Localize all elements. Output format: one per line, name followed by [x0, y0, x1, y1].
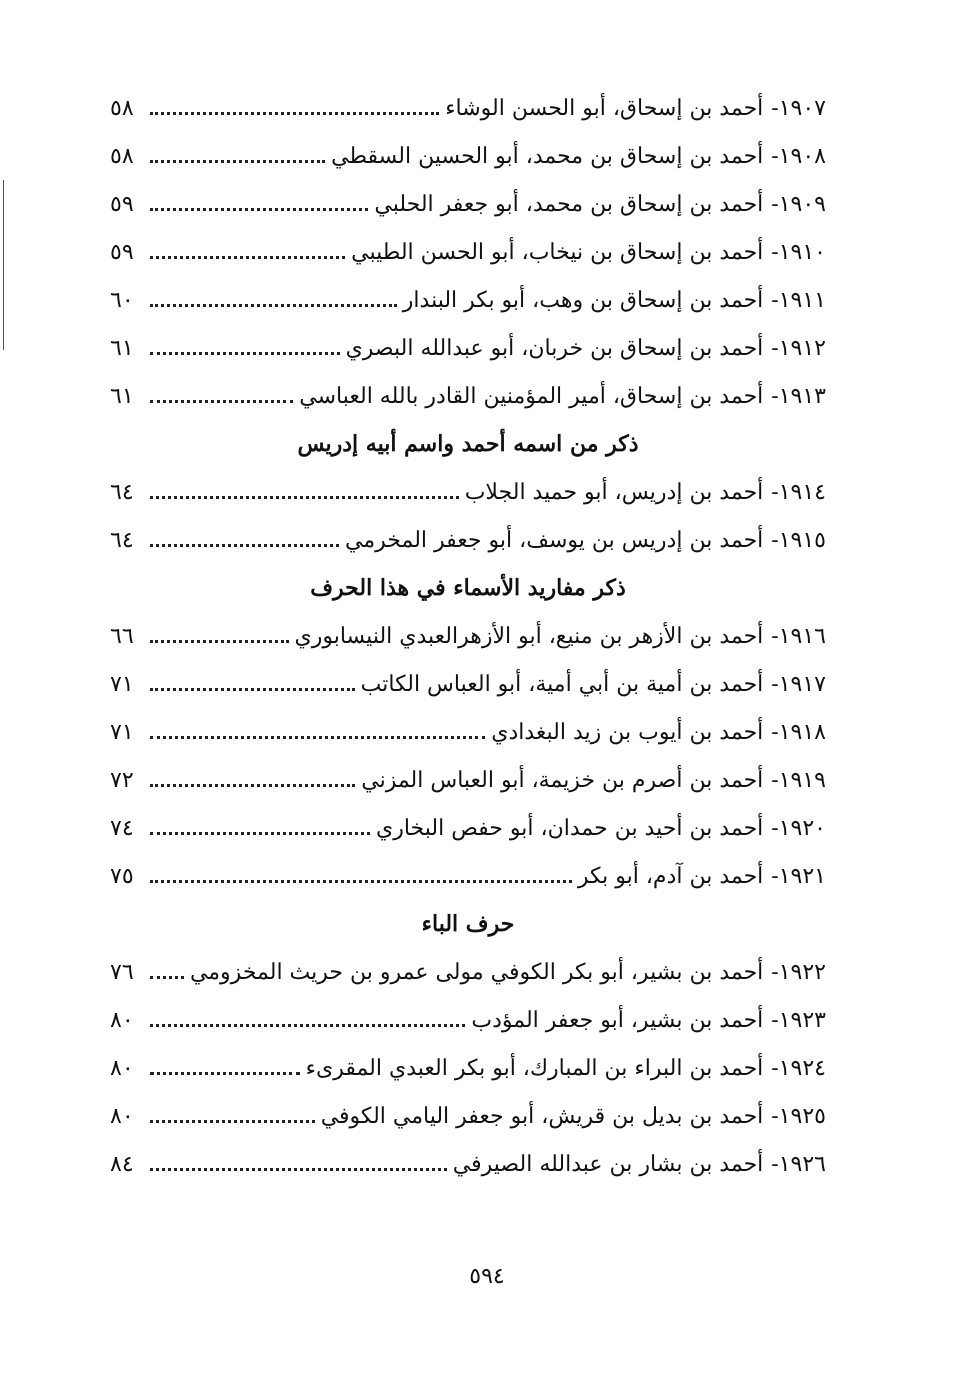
entry-page: ٧٤ — [110, 815, 134, 841]
index-entry — [110, 1140, 826, 1188]
entry-page: ٨٤ — [110, 1151, 134, 1177]
entry-page: ٥٨ — [110, 143, 134, 169]
entry-page: ٦٤ — [110, 527, 134, 553]
scan-edge-mark — [3, 180, 4, 350]
leader-dots — [150, 864, 572, 888]
entry-number: ١٩٢٠- — [771, 815, 826, 841]
entry-number: ١٩٠٩- — [771, 191, 826, 217]
section-heading: ذكر من اسمه أحمد واسم أبيه إدريس — [297, 431, 639, 457]
leader-dots — [150, 672, 355, 696]
entry-number: ١٩٢١- — [771, 863, 826, 889]
entry-page: ٨٠ — [110, 1007, 134, 1033]
index-entry — [110, 228, 826, 276]
entry-page: ٥٩ — [110, 191, 134, 217]
leader-dots — [150, 288, 397, 312]
entry-number: ١٩١٩- — [771, 767, 826, 793]
index-entry — [110, 84, 826, 132]
entry-number: ١٩٢٤- — [771, 1055, 826, 1081]
leader-dots — [150, 384, 293, 408]
entry-page: ٦١ — [110, 383, 134, 409]
leader-dots — [150, 96, 439, 120]
leader-dots — [150, 960, 184, 984]
leader-dots — [150, 480, 459, 504]
index-entry — [110, 516, 826, 564]
entry-page: ٨٠ — [110, 1055, 134, 1081]
entry-text: أحمد بن إسحاق بن وهب، أبو بكر البندار — [402, 287, 764, 313]
entry-number: ١٩١١- — [771, 287, 826, 313]
entry-page: ٥٩ — [110, 239, 134, 265]
index-entry — [110, 276, 826, 324]
entry-text: أحمد بن إسحاق، أبو الحسن الوشاء — [445, 95, 764, 121]
entry-text: أحمد بن إسحاق، أمير المؤمنين القادر بالله العباسي — [299, 383, 764, 409]
index-entry — [110, 372, 826, 420]
entry-text: أحمد بن بديل بن قريش، أبو جعفر اليامي الكوفي — [320, 1103, 764, 1129]
index-entry — [110, 996, 826, 1044]
entry-page: ٦١ — [110, 335, 134, 361]
entry-number: ١٩٠٧- — [771, 95, 826, 121]
index-entry — [110, 180, 826, 228]
entry-text: أحمد بن أمية بن أبي أمية، أبو العباس الكاتب — [360, 671, 764, 697]
entry-text: أحمد بن آدم، أبو بكر — [577, 863, 764, 889]
entry-page: ٧٥ — [110, 863, 134, 889]
index-entry — [110, 612, 826, 660]
leader-dots — [150, 144, 325, 168]
entry-number: ١٩٢٢- — [771, 959, 826, 985]
entry-text: أحمد بن إسحاق بن خربان، أبو عبدالله البصري — [345, 335, 764, 361]
entry-page: ٧٢ — [110, 767, 134, 793]
index-entry — [110, 852, 826, 900]
entry-text: أحمد بن بشير، أبو جعفر المؤدب — [471, 1007, 764, 1033]
index-page — [110, 84, 826, 1188]
entry-number: ١٩٠٨- — [771, 143, 826, 169]
leader-dots — [150, 1008, 465, 1032]
leader-dots — [150, 624, 289, 648]
entry-number: ١٩١٨- — [771, 719, 826, 745]
entry-number: ١٩٢٥- — [771, 1103, 826, 1129]
entry-page: ٦٠ — [110, 287, 134, 313]
leader-dots — [150, 240, 345, 264]
entry-page: ٧١ — [110, 719, 134, 745]
page-number: ٥٩٤ — [469, 1264, 505, 1289]
leader-dots — [150, 816, 370, 840]
entry-text: أحمد بن إدريس، أبو حميد الجلاب — [464, 479, 764, 505]
entry-page: ٧٦ — [110, 959, 134, 985]
index-entry — [110, 756, 826, 804]
entry-text: أحمد بن الأزهر بن منيع، أبو الأزهرالعبدي النيسابوري — [294, 623, 764, 649]
entry-number: ١٩١٠- — [771, 239, 826, 265]
leader-dots — [150, 528, 339, 552]
index-entry — [110, 132, 826, 180]
entry-number: ١٩١٣- — [771, 383, 826, 409]
entry-page: ٦٦ — [110, 623, 134, 649]
leader-dots — [150, 1104, 315, 1128]
entry-number: ١٩١٥- — [771, 527, 826, 553]
entry-number: ١٩٢٣- — [771, 1007, 826, 1033]
entry-text: أحمد بن بشير، أبو بكر الكوفي مولى عمرو بن حريث المخزومي — [189, 959, 764, 985]
leader-dots — [150, 192, 368, 216]
entry-number: ١٩٢٦- — [771, 1151, 826, 1177]
entry-number: ١٩١٤- — [771, 479, 826, 505]
index-entry — [110, 468, 826, 516]
index-entry — [110, 948, 826, 996]
leader-dots — [150, 720, 485, 744]
index-entry — [110, 804, 826, 852]
entry-text: أحمد بن إسحاق بن محمد، أبو جعفر الحلبي — [374, 191, 764, 217]
entry-text: أحمد بن أحيد بن حمدان، أبو حفص البخاري — [376, 815, 764, 841]
index-entry — [110, 1044, 826, 1092]
leader-dots — [150, 1152, 447, 1176]
entry-number: ١٩١٢- — [771, 335, 826, 361]
entry-page: ٦٤ — [110, 479, 134, 505]
section-heading: حرف الباء — [421, 911, 515, 937]
entry-page: ٨٠ — [110, 1103, 134, 1129]
leader-dots — [150, 1056, 300, 1080]
section-heading: ذكر مفاريد الأسماء في هذا الحرف — [310, 575, 626, 601]
entry-page: ٥٨ — [110, 95, 134, 121]
entry-text: أحمد بن أيوب بن زيد البغدادي — [491, 719, 764, 745]
entry-text: أحمد بن إدريس بن يوسف، أبو جعفر المخرمي — [345, 527, 764, 553]
entry-text: أحمد بن إسحاق بن محمد، أبو الحسين السقطي — [331, 143, 764, 169]
leader-dots — [150, 336, 340, 360]
leader-dots — [150, 768, 355, 792]
entry-number: ١٩١٦- — [771, 623, 826, 649]
index-entry — [110, 1092, 826, 1140]
entry-page: ٧١ — [110, 671, 134, 697]
entry-text: أحمد بن البراء بن المبارك، أبو بكر العبدي المقرىء — [305, 1055, 764, 1081]
entry-text: أحمد بن بشار بن عبدالله الصيرفي — [452, 1151, 764, 1177]
entry-text: أحمد بن إسحاق بن نيخاب، أبو الحسن الطيبي — [351, 239, 764, 265]
entry-text: أحمد بن أصرم بن خزيمة، أبو العباس المزني — [361, 767, 764, 793]
index-entry — [110, 708, 826, 756]
entry-number: ١٩١٧- — [771, 671, 826, 697]
index-entry — [110, 324, 826, 372]
index-entry — [110, 660, 826, 708]
